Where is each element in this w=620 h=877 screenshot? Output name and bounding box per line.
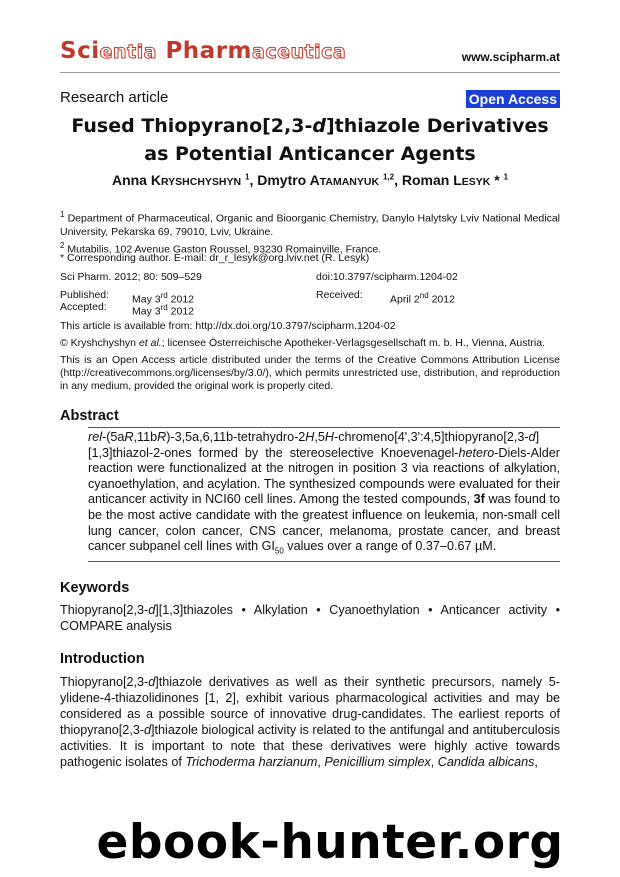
- header-divider: [60, 72, 560, 73]
- journal-logo: [60, 38, 346, 64]
- received-date: April 2nd 2012: [390, 291, 455, 306]
- doi: doi:10.3797/scipharm.1204-02: [316, 271, 458, 283]
- author-2: Dmytro ATAMANYUK $^{1,2}$: [257, 172, 395, 188]
- introduction-heading: Introduction: [60, 651, 145, 667]
- title-italic: d: [312, 115, 326, 137]
- logo-text-pharm: Pharm: [156, 38, 253, 64]
- author-list: Anna KRYSHCHYSHYN $^1$, Dmytro ATAMANYUK $^{1,2}$, Roman LESYK * $^1$: [111, 172, 509, 188]
- article-type: Research article: [60, 89, 169, 106]
- title-part: Fused Thiopyrano[2,3-: [71, 115, 313, 137]
- corresponding-author: * Corresponding author. E-mail: dr_r_lesyk@org.lviv.net (R. Lesyk): [60, 252, 370, 264]
- abstract-heading: Abstract: [60, 408, 119, 424]
- journal-url[interactable]: www.scipharm.at: [461, 50, 560, 64]
- accepted-label: Accepted:: [60, 301, 107, 313]
- watermark: ebook-hunter.org: [96, 815, 564, 870]
- title-part: ]thiazole Derivatives: [325, 115, 549, 137]
- author-3: Roman LESYK * $^1$: [401, 172, 509, 188]
- logo-text-aceutica: aceutica: [252, 41, 347, 63]
- title-line-2: as Potential Anticancer Agents: [144, 143, 476, 165]
- abstract-section: [60, 408, 560, 562]
- availability-note: This article is available from: http://dx.doi.org/10.3797/scipharm.1204-02: [60, 320, 396, 332]
- logo-text-entia: entia: [99, 41, 157, 63]
- received-label: Received:: [316, 289, 363, 301]
- keywords-text: Thiopyrano[2,3-d][1,3]thiazoles • Alkylation • Cyanoethylation • Anticancer activity • COMPARE analysis: [60, 603, 560, 633]
- author-1: Anna KRYSHCHYSHYN $^1$: [111, 172, 250, 188]
- keywords-heading: Keywords: [60, 580, 130, 596]
- logo-text-sci: Sci: [60, 38, 100, 64]
- accepted-date: May 3rd 2012: [132, 303, 194, 318]
- license-note: This is an Open Access article distributed under the terms of the Creative Commons Attribution License (http://creativecommons.org/licenses/by/3.0/), which permits unrestricted use, distribution, and reproduction in any medium, provided the original work is properly cited.: [60, 354, 560, 392]
- affiliation-1: $^1$ Department of Pharmaceutical, Organic and Bioorganic Chemistry, Danylo Halytsky Lviv National Medical University, Pekarska 69, 79010, Lviv, Ukraine.: [60, 210, 560, 238]
- journal-citation: Sci Pharm. 2012; 80: 509–529: [60, 271, 202, 283]
- introduction-text: Thiopyrano[2,3-d]thiazole derivatives as well as their synthetic precursors, namely 5-ylidene-4-thiazolidinones [1, 2], exhibit various pharmacological activities and may be considered as a possible source of innovative drug-candidates. The earliest reports of thiopyrano[2,3-d]thiazole biological activity is related to the antifungal and antituberculosis activities. It is important to note that these derivatives were highly active towards pathogenic isolates of Trichoderma harzianum, Penicillium simplex, Candida albicans,: [60, 675, 560, 769]
- article-title: [60, 112, 560, 168]
- affiliation-2: $^2$ Mutabilis, 102 Avenue Gaston Roussel, 93230 Romainville, France.: [60, 240, 382, 255]
- published-date: May 3rd 2012: [132, 291, 194, 306]
- open-access-badge: Open Access: [466, 90, 560, 108]
- copyright-note: © Kryshchyshyn et al.; licensee Österreichische Apotheker-Verlagsgesellschaft m. b. H., Vienna, Austria.: [60, 337, 545, 349]
- abstract-text: rel-(5aR,11bR)-3,5a,6,11b-tetrahydro-2H,5H-chromeno[4',3':4,5]thiopyrano[2,3-d][1,3]thiazol-2-ones formed by the stereoselective Knoevenagel-hetero-Diels-Alder reaction were functionalized at the nitrogen in position 3 via reactions of alkylation, cyanoethylation, and acylation. The synthesized compounds were evaluated for their anticancer activity in NCI60 cell lines. Among the tested compounds, 3f was found to be the most active candidate with the greatest influence on leukemia, non-small cell lung cancer, colon cancer, CNS cancer, melanoma, prostate cancer, and breast cancer subpanel cell lines with $GI_{50}$ values over a range of 0.37–0.67 µM.: [88, 427, 560, 562]
- affiliations: [60, 208, 560, 256]
- published-label: Published:: [60, 289, 110, 301]
